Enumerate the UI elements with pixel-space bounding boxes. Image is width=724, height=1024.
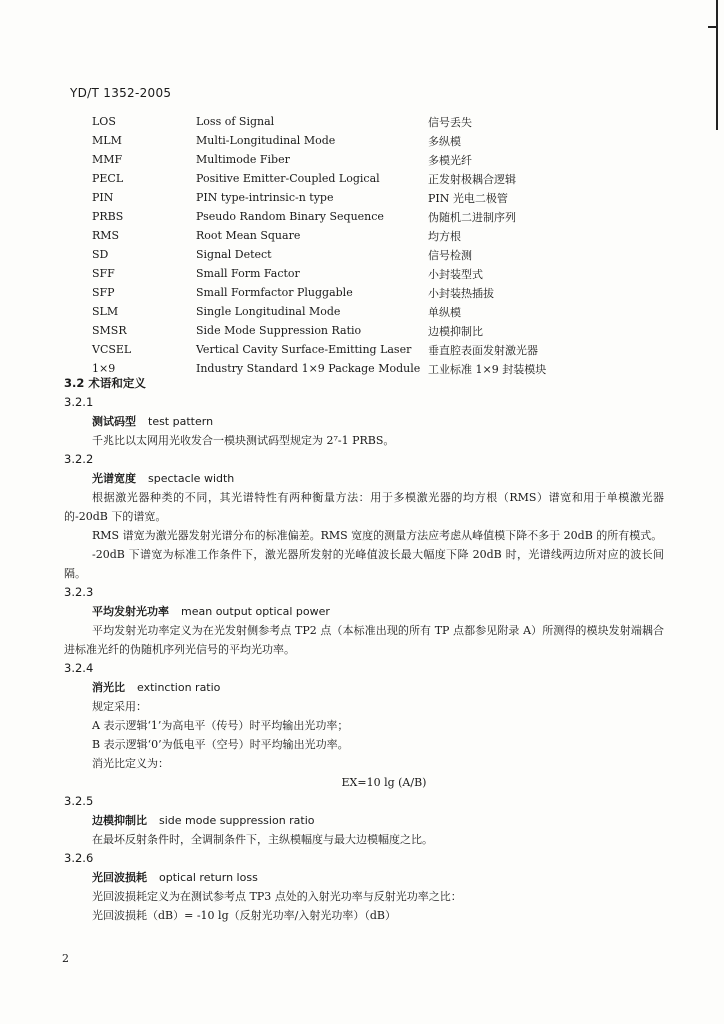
english-term-cell: Signal Detect (196, 248, 272, 261)
english-term-cell: Multi-Longitudinal Mode (196, 134, 336, 147)
term-en: mean output optical power (181, 605, 330, 618)
abbreviation-row (92, 302, 628, 321)
section-3-2-1-number: 3.2.1 (64, 395, 94, 409)
abbreviation-row (92, 131, 628, 150)
abbreviation-row (92, 112, 628, 131)
definition-text: 在最坏反射条件时，全调制条件下，主纵模幅度与最大边模幅度之比。 (92, 833, 433, 846)
chinese-term-cell: 垂直腔表面发射激光器 (428, 343, 538, 357)
english-term-cell: PIN type-intrinsic-n type (196, 191, 334, 204)
chinese-term-cell: 伪随机二进制序列 (428, 210, 516, 224)
term-en: test pattern (148, 415, 214, 428)
chinese-term-cell: 小封装热插拔 (428, 286, 494, 300)
definition-line: 规定采用： (92, 700, 147, 713)
english-term-cell: Small Form Factor (196, 267, 300, 280)
terms-section (64, 374, 664, 925)
definition-line: 消光比定义为： (92, 757, 169, 770)
section-3-2-5-number: 3.2.5 (64, 794, 94, 808)
term-test-pattern (64, 412, 664, 431)
abbreviation-row (92, 207, 628, 226)
abbreviation-row (92, 264, 628, 283)
abbreviation-row (92, 226, 628, 245)
chinese-term-cell: 信号检测 (428, 248, 472, 262)
term-en: spectacle width (148, 472, 235, 485)
abbreviation-row (92, 169, 628, 188)
english-term-cell: Single Longitudinal Mode (196, 305, 341, 318)
term-zh: 消光比 (92, 681, 125, 694)
abbreviation-cell: SFP (92, 286, 115, 299)
english-term-cell: Multimode Fiber (196, 153, 290, 166)
definition-paragraph: RMS 谱宽为激光器发射光谱分布的标准偏差。RMS 宽度的测量方法应考虑从峰值模下降不多于 20dB 的所有模式。 (92, 529, 663, 542)
chinese-term-cell: 单纵模 (428, 305, 461, 319)
term-optical-return-loss (64, 868, 664, 887)
section-3-2-2-number: 3.2.2 (64, 452, 94, 466)
term-zh: 测试码型 (92, 415, 136, 428)
section-3-2-3-number: 3.2.3 (64, 585, 94, 599)
term-extinction-ratio (64, 678, 664, 697)
term-en: extinction ratio (137, 681, 221, 694)
abbreviation-row (92, 188, 628, 207)
page-edge-tick (708, 26, 718, 28)
definition-text: 千兆比以太网用光收发合一模块测试码型规定为 2⁷-1 PRBS。 (92, 434, 395, 447)
definition-paragraph: 根据激光器种类的不同，其光谱特性有两种衡量方法：用于多模激光器的均方根（RMS）谱宽和用于单模激光器的-20dB 下的谱宽。 (64, 491, 664, 523)
english-term-cell: Small Formfactor Pluggable (196, 286, 353, 299)
abbreviation-cell: SMSR (92, 324, 127, 337)
chinese-term-cell: 多模光纤 (428, 153, 472, 167)
section-title: 术语和定义 (88, 376, 146, 390)
abbreviation-cell: VCSEL (92, 343, 132, 356)
abbreviation-cell: MLM (92, 134, 122, 147)
chinese-term-cell: 工业标准 1×9 封装模块 (428, 362, 547, 376)
abbreviation-cell: SFF (92, 267, 115, 280)
abbreviation-row (92, 340, 628, 359)
term-spectacle-width (64, 469, 664, 488)
abbreviation-cell: PRBS (92, 210, 124, 223)
term-zh: 平均发射光功率 (92, 605, 169, 618)
abbreviation-row (92, 245, 628, 264)
english-term-cell: Industry Standard 1×9 Package Module (196, 362, 421, 375)
term-en: optical return loss (159, 871, 258, 884)
definition-line: A 表示逻辑‘1’为高电平（传号）时平均输出光功率； (92, 719, 349, 732)
definition-line: 光回波损耗（dB）= -10 lg（反射光功率/入射光功率）（dB） (92, 909, 396, 922)
abbreviation-cell: PECL (92, 172, 124, 185)
english-term-cell: Loss of Signal (196, 115, 275, 128)
chinese-term-cell: PIN 光电二极管 (428, 191, 508, 205)
definition-paragraph: -20dB 下谱宽为标准工作条件下，激光器所发射的光峰值波长最大幅度下降 20dB 时，光谱线两边所对应的波长间隔。 (64, 548, 664, 580)
page-edge-line (716, 0, 718, 130)
term-en: side mode suppression ratio (159, 814, 315, 827)
chinese-term-cell: 多纵模 (428, 134, 461, 148)
page-number: 2 (62, 952, 69, 965)
chinese-term-cell: 小封装型式 (428, 267, 483, 281)
definition-line: B 表示逻辑‘0’为低电平（空号）时平均输出光功率。 (92, 738, 349, 751)
english-term-cell: Positive Emitter-Coupled Logical (196, 172, 380, 185)
section-3-2-heading (64, 374, 664, 393)
term-zh: 光回波损耗 (92, 871, 147, 884)
term-side-mode-suppression-ratio (64, 811, 664, 830)
section-3-2-4-number: 3.2.4 (64, 661, 94, 675)
abbreviation-cell: RMS (92, 229, 120, 242)
term-zh: 光谱宽度 (92, 472, 136, 485)
chinese-term-cell: 信号丢失 (428, 115, 472, 129)
chinese-term-cell: 边模抑制比 (428, 324, 483, 338)
english-term-cell: Side Mode Suppression Ratio (196, 324, 362, 337)
abbreviation-cell: MMF (92, 153, 123, 166)
definition-text: 平均发射光功率定义为在光发射侧参考点 TP2 点（本标准出现的所有 TP 点都参见附录 A）所测得的模块发射端耦合进标准光纤的伪随机序列光信号的平均光功率。 (64, 624, 664, 656)
english-term-cell: Vertical Cavity Surface-Emitting Laser (196, 343, 412, 356)
section-3-2-6-number: 3.2.6 (64, 851, 94, 865)
abbreviation-table (92, 112, 628, 378)
chinese-term-cell: 正发射极耦合逻辑 (428, 172, 516, 186)
abbreviation-cell: SD (92, 248, 109, 261)
section-number: 3.2 (64, 376, 85, 390)
formula: EX=10 lg (A/B) (341, 776, 427, 789)
abbreviation-cell: 1×9 (92, 362, 116, 375)
abbreviation-row (92, 150, 628, 169)
term-mean-output-optical-power (64, 602, 664, 621)
chinese-term-cell: 均方根 (428, 229, 461, 243)
abbreviation-cell: LOS (92, 115, 116, 128)
definition-line: 光回波损耗定义为在测试参考点 TP3 点处的入射光功率与反射光功率之比： (92, 890, 462, 903)
abbreviation-cell: PIN (92, 191, 114, 204)
english-term-cell: Pseudo Random Binary Sequence (196, 210, 384, 223)
document-header: YD/T 1352-2005 (70, 86, 172, 100)
term-zh: 边模抑制比 (92, 814, 147, 827)
abbreviation-row (92, 321, 628, 340)
english-term-cell: Root Mean Square (196, 229, 301, 242)
abbreviation-cell: SLM (92, 305, 119, 318)
abbreviation-row (92, 283, 628, 302)
